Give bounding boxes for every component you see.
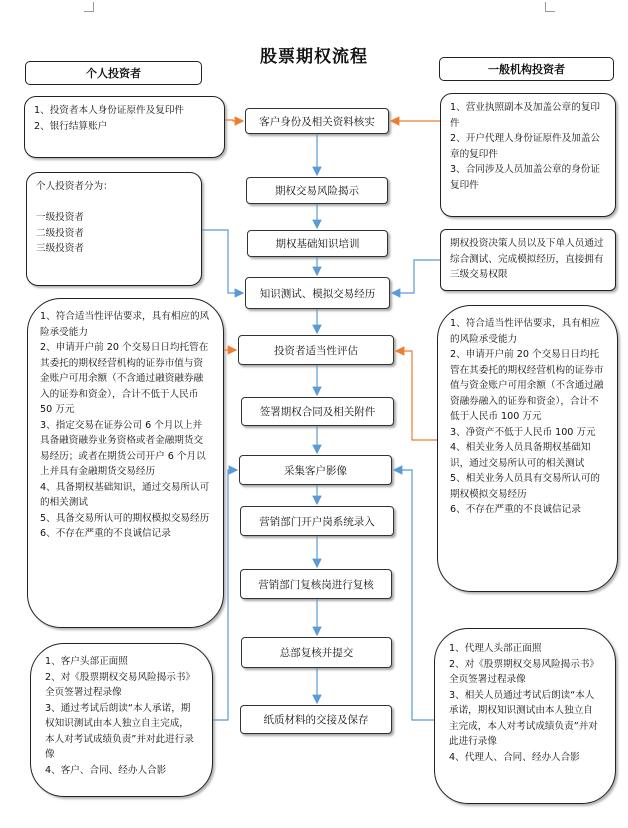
step-branch-review: 营销部门复核岗进行复核	[240, 569, 392, 599]
connector-levels-to-test	[202, 230, 243, 293]
step-sign-contract: 签署期权合同及相关附件	[241, 397, 394, 426]
individual-documents-box: 1、投资者本人身份证原件及复印件 2、银行结算账户	[24, 96, 225, 158]
individual-materials-box: 1、客户头部正面照 2、对《股票期权交易风险揭示书》全页签署过程录像 3、通过考试后朗读“本人承诺，期权知识测试由本人独立自主完成，本人对考试成绩负责”并对此进行录像 4、客户、合同、经办人合影	[30, 643, 213, 797]
individual-levels-box: 个人投资者分为： 一级投资者 二级投资者 三级投资者	[26, 172, 202, 286]
step-suitability-assessment: 投资者适当性评估	[238, 335, 394, 365]
institution-materials-box: 1、代理人头部正面照 2、对《股票期权交易风险揭示书》全页签署过程录像 3、相关人员通过考试后朗读“本人承诺，期权知识测试由本人独立自主完成，本人对考试成绩负责”并对此进行录像 4、代理人、合同、经办人合影	[434, 628, 616, 804]
individual-investor-header: 个人投资者	[25, 61, 202, 85]
step-archive-materials: 纸质材料的交接及保存	[240, 705, 392, 734]
individual-requirements-box: 1、符合适当性评估要求，具有相应的风险承受能力 2、申请开户前 20 个交易日日均托管在其委托的期权经营机构的证券市值与资金账户可用余额（不含通过融资融券融入的证券和资金），合计不低于人民币 50 万元 3、指定交易在证券公司 6 个月以上并具备融资融券业务资格或者金融期货交易经历；或者在期货公司开户 6 个月以上并具有金融期货交易经历 4、具备期权基础知识，通过交易所认可的相关测试 5、具备交易所认可的期权模拟交易经历 6、不存在严重的不良诚信记录	[27, 298, 224, 628]
step-capture-image: 采集客户影像	[239, 455, 392, 485]
step-hq-review: 总部复核并提交	[241, 637, 392, 668]
institution-requirements-box: 1、符合适当性评估要求，具有相应的风险承受能力 2、申请开户前 20 个交易日日均托管在其委托的期权经营机构的证券市值与资金账户可用余额（不含通过融资融券融入的证券和资金），合计不低于人民币 100 万元 3、净资产不低于人民币 100 万元 4、相关业务人员具备期权基础知识，通过交易所认可的相关测试 5、相关业务人员具有交易所认可的期权模拟交易经历 6、不存在严重的不良诚信记录	[437, 305, 618, 592]
connector-right-req-to-assess	[396, 351, 437, 440]
step-basic-training: 期权基础知识培训	[247, 230, 388, 257]
step-system-entry: 营销部门开户岗系统录入	[240, 506, 394, 536]
page-title: 股票期权流程	[260, 47, 368, 67]
step-knowledge-test: 知识测试、模拟交易经历	[245, 277, 390, 309]
connector-left-docs-to-verify	[225, 120, 243, 121]
connector-trading-to-test	[392, 260, 440, 293]
institution-documents-box: 1、营业执照副本及加盖公章的复印件 2、开户代理人身份证原件及加盖公章的复印件 3、合同涉及人员加盖公章的身份证复印件	[440, 93, 616, 217]
connector-left-materials-to-image	[213, 470, 237, 720]
step-identity-verification: 客户身份及相关资料核实	[245, 108, 389, 134]
step-risk-disclosure: 期权交易风险揭示	[246, 177, 388, 204]
connector-right-materials-to-image	[394, 470, 434, 720]
institution-trading-box: 期权投资决策人员以及下单人员通过综合测试、完成模拟经历，直接拥有三级交易权限	[440, 229, 616, 291]
institution-investor-header: 一般机构投资者	[439, 57, 614, 81]
